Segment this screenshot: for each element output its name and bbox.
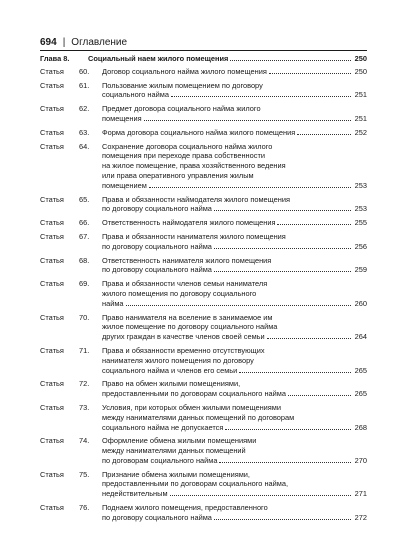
page-number: 694 (40, 37, 57, 48)
entry-page: 265 (354, 389, 367, 399)
entry-label: Статья (40, 345, 64, 355)
entry-title-line: Договор социального найма жилого помещения (102, 66, 267, 76)
entry-page: 253 (354, 204, 367, 214)
entry-title-line: по договору социального найма (102, 512, 212, 522)
entry-title-line: социального найма (102, 90, 169, 100)
entry-title-line: Признание обмена жилыми помещениями, (102, 469, 250, 479)
entry-title-line: предоставленными по договорам социального найма (102, 389, 286, 399)
toc-entry[interactable] (40, 313, 367, 342)
entry-title-line: Поднаем жилого помещения, предоставленного (102, 503, 268, 513)
toc-entry[interactable] (40, 142, 367, 191)
running-header (40, 37, 127, 48)
header-section-title: Оглавление (71, 37, 128, 48)
entry-label: Статья (40, 255, 64, 265)
leader-dots (126, 304, 351, 306)
entry-number: 62. (79, 104, 90, 114)
entry-title (102, 279, 367, 308)
entry-page: 255 (354, 218, 367, 228)
toc-entry[interactable] (40, 279, 367, 308)
leader-dots (239, 371, 351, 373)
entry-title-line: или права оперативного управления жилым (102, 170, 254, 180)
toc-entry[interactable] (40, 104, 367, 124)
entry-title-line: Право на обмен жилыми помещениями, (102, 379, 241, 389)
toc-entry[interactable] (40, 436, 367, 465)
toc-entry[interactable] (40, 256, 367, 276)
entry-title-line: Оформление обмена жилыми помещениями (102, 436, 257, 446)
entry-title (102, 256, 367, 276)
entry-page: 250 (354, 66, 367, 76)
leader-dots (214, 518, 351, 520)
entry-number: 73. (79, 402, 90, 412)
entry-title-line: недействительным (102, 489, 168, 499)
entry-number: 64. (79, 141, 90, 151)
entry-title-line: других граждан в качестве членов своей семьи (102, 332, 265, 342)
entry-title-line: Права и обязанности нанимателя жилого помещения (102, 231, 286, 241)
toc-entry[interactable] (40, 67, 367, 77)
entry-label: Статья (40, 104, 64, 114)
entry-title (102, 67, 367, 77)
entry-label: Статья (40, 80, 64, 90)
entry-label: Статья (40, 66, 64, 76)
entry-number: 61. (79, 80, 90, 90)
entry-number: 60. (79, 66, 90, 76)
leader-dots (230, 59, 351, 61)
entry-number: 68. (79, 255, 90, 265)
leader-dots (269, 72, 351, 74)
entry-title (102, 81, 367, 101)
entry-label: Статья (40, 436, 64, 446)
entry-title-line: по договору социального найма (102, 204, 212, 214)
entry-title (102, 128, 367, 138)
entry-title-line: жилого помещения по договору социального (102, 288, 257, 298)
entry-label: Статья (40, 379, 64, 389)
entry-title-line: на жилое помещение, права хозяйственного ведения (102, 161, 286, 171)
header-rule (40, 50, 367, 51)
toc-entry[interactable] (40, 379, 367, 399)
toc-entry[interactable] (40, 503, 367, 523)
leader-dots (170, 494, 351, 496)
entry-label: Статья (40, 194, 64, 204)
entry-title (102, 218, 367, 228)
entry-page: 251 (354, 113, 367, 123)
entry-page: 251 (354, 90, 367, 100)
entry-title-line: нанимателя жилого помещения по договору (102, 355, 254, 365)
entry-title-line: Пользование жилым помещением по договору (102, 80, 263, 90)
entry-title (102, 142, 367, 191)
entry-page: 259 (354, 265, 367, 275)
entry-title-line: Ответственность наймодателя жилого помещения (102, 218, 276, 228)
entry-title-line: Форма договора социального найма жилого помещения (102, 127, 296, 137)
entry-title (102, 232, 367, 252)
entry-title-line: по договору социального найма (102, 241, 212, 251)
entry-title-line: Права и обязанности наймодателя жилого помещения (102, 194, 290, 204)
table-of-contents (40, 54, 367, 527)
entry-title-line: Условия, при которых обмен жилыми помещениями (102, 402, 282, 412)
entry-label: Статья (40, 231, 64, 241)
entry-label: Статья (40, 127, 64, 137)
entry-page: 272 (354, 512, 367, 522)
entry-title-line: помещения при переходе права собственности (102, 151, 265, 161)
toc-entry[interactable] (40, 81, 367, 101)
entry-number: 63. (79, 127, 90, 137)
entry-title (102, 470, 367, 499)
leader-dots (149, 186, 351, 188)
entry-label: Статья (40, 279, 64, 289)
entry-title (102, 436, 367, 465)
entry-label: Статья (40, 141, 64, 151)
entry-label: Статья (40, 402, 64, 412)
entry-title-line: предоставленными по договорам социального найма, (102, 479, 289, 489)
entry-label: Статья (40, 312, 64, 322)
leader-dots (171, 95, 351, 97)
entry-title (102, 195, 367, 215)
entry-number: 69. (79, 279, 90, 289)
entry-title-line: социального найма не допускается (102, 422, 224, 432)
entry-title-line: помещения (102, 113, 142, 123)
entry-title-line: Предмет договора социального найма жилого (102, 104, 261, 114)
entry-title-line: жилое помещение по договору социального найма (102, 322, 278, 332)
entry-number: 74. (79, 436, 90, 446)
entry-title-line: Права и обязанности временно отсутствующих (102, 345, 265, 355)
leader-dots (225, 428, 351, 430)
toc-entry[interactable] (40, 346, 367, 375)
entry-label: Статья (40, 469, 64, 479)
entry-title-line: по договорам социального найма (102, 455, 218, 465)
toc-entry[interactable] (40, 218, 367, 228)
entry-label: Статья (40, 503, 64, 513)
entry-page: 264 (354, 332, 367, 342)
entry-title-line: Ответственность нанимателя жилого помещения (102, 255, 272, 265)
entry-number: 66. (79, 218, 90, 228)
chapter-heading[interactable] (40, 54, 367, 64)
entry-title (102, 104, 367, 124)
chapter-label: Глава 8. (40, 54, 70, 63)
chapter-page: 250 (354, 54, 367, 63)
entry-number: 67. (79, 231, 90, 241)
entry-page: 252 (354, 127, 367, 137)
entry-title (102, 503, 367, 523)
toc-entry[interactable] (40, 195, 367, 215)
leader-dots (214, 209, 351, 211)
leader-dots (277, 223, 351, 225)
entry-title (102, 379, 367, 399)
toc-entry[interactable] (40, 232, 367, 252)
entry-page: 271 (354, 489, 367, 499)
entry-page: 268 (354, 422, 367, 432)
entry-title-line: Право нанимателя на вселение в занимаемое им (102, 312, 273, 322)
entry-number: 70. (79, 312, 90, 322)
entry-number: 72. (79, 379, 90, 389)
entry-page: 253 (354, 180, 367, 190)
entry-number: 76. (79, 503, 90, 513)
entry-page: 260 (354, 298, 367, 308)
leader-dots (144, 119, 351, 121)
entry-number: 71. (79, 345, 90, 355)
entry-list (40, 67, 367, 523)
chapter-title: Социальный наем жилого помещения (88, 54, 229, 63)
leader-dots (297, 133, 351, 135)
entry-page: 265 (354, 365, 367, 375)
header-separator: | (62, 37, 66, 48)
toc-entry[interactable] (40, 128, 367, 138)
entry-title-line: социального найма и членов его семьи (102, 365, 238, 375)
leader-dots (214, 270, 351, 272)
toc-entry[interactable] (40, 470, 367, 499)
entry-page: 270 (354, 455, 367, 465)
entry-page: 256 (354, 241, 367, 251)
leader-dots (214, 247, 351, 249)
entry-number: 65. (79, 194, 90, 204)
entry-title (102, 403, 367, 432)
entry-label: Статья (40, 218, 64, 228)
entry-title (102, 346, 367, 375)
entry-title-line: по договору социального найма (102, 265, 212, 275)
entry-title-line: между нанимателями данных помещений по договорам (102, 412, 295, 422)
entry-title-line: найма (102, 298, 124, 308)
entry-title-line: Сохранение договора социального найма жилого (102, 141, 273, 151)
entry-number: 75. (79, 469, 90, 479)
leader-dots (267, 337, 351, 339)
leader-dots (219, 461, 351, 463)
toc-entry[interactable] (40, 403, 367, 432)
entry-title (102, 313, 367, 342)
entry-title-line: между нанимателями данных помещений (102, 446, 246, 456)
entry-title-line: Права и обязанности членов семьи нанимателя (102, 279, 268, 289)
leader-dots (288, 394, 351, 396)
entry-title-line: помещением (102, 180, 147, 190)
